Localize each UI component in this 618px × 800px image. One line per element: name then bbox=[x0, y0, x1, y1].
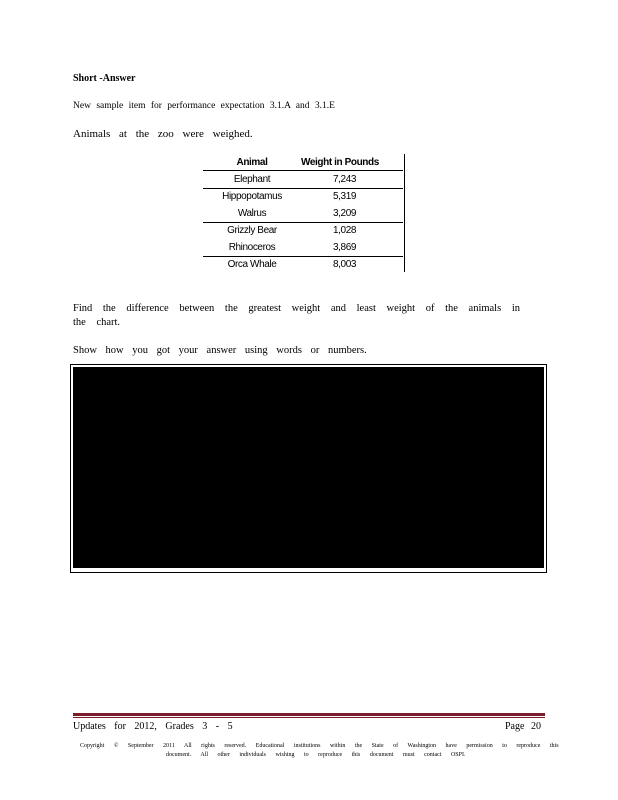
animal-name: Orca Whale bbox=[203, 256, 301, 273]
copyright-line-1: Copyright © September 2011 All rights reserved. Educational institutions within the State of Washington have permission to reproduce this bbox=[80, 743, 559, 749]
table-row bbox=[203, 239, 403, 256]
animal-name: Walrus bbox=[237, 207, 267, 219]
copyright-notice bbox=[80, 742, 559, 760]
copyright-line-2: document. All other individuals wishing to reproduce this document must contact OSPI. bbox=[166, 752, 466, 758]
table-row bbox=[203, 171, 403, 189]
animal-name: Rhinoceros bbox=[228, 241, 276, 253]
intro-text: Animals at the zoo were weighed. bbox=[73, 128, 253, 140]
table-row bbox=[203, 205, 403, 222]
footer-updates: Updates for 2012, Grades 3 - 5 bbox=[73, 721, 233, 732]
animal-weight-table bbox=[203, 154, 403, 273]
answer-box[interactable] bbox=[70, 364, 547, 573]
animal-name: Hippopotamus bbox=[203, 188, 301, 205]
animal-name: Grizzly Bear bbox=[203, 222, 301, 239]
footer-rule-thick bbox=[73, 713, 545, 716]
question-text bbox=[73, 302, 520, 330]
answer-area bbox=[73, 367, 544, 568]
animal-weight: 7,243 bbox=[333, 173, 357, 185]
item-subheading: New sample item for performance expectation 3.1.A and 3.1.E bbox=[73, 101, 335, 111]
table-row bbox=[203, 222, 403, 239]
animal-weight: 3,209 bbox=[333, 207, 357, 219]
page-number: Page 20 bbox=[505, 721, 541, 732]
col-header-animal: Animal bbox=[203, 154, 301, 171]
section-heading: Short -Answer bbox=[73, 73, 136, 84]
animal-name: Elephant bbox=[233, 173, 271, 185]
instruction-text: Show how you got your answer using words or numbers. bbox=[73, 345, 367, 356]
animal-weight: 3,869 bbox=[333, 241, 357, 253]
table-right-border bbox=[404, 154, 405, 272]
table-row bbox=[203, 256, 403, 273]
question-line-1: Find the difference between the greatest weight and least weight of the animals in bbox=[73, 303, 520, 314]
animal-weight: 5,319 bbox=[333, 188, 403, 205]
col-header-weight: Weight in Pounds bbox=[301, 154, 403, 171]
table-row bbox=[203, 188, 403, 205]
animal-weight: 1,028 bbox=[333, 222, 403, 239]
footer-rule-thin bbox=[73, 717, 545, 718]
animal-weight: 8,003 bbox=[333, 256, 403, 273]
question-line-2: the chart. bbox=[73, 317, 121, 328]
